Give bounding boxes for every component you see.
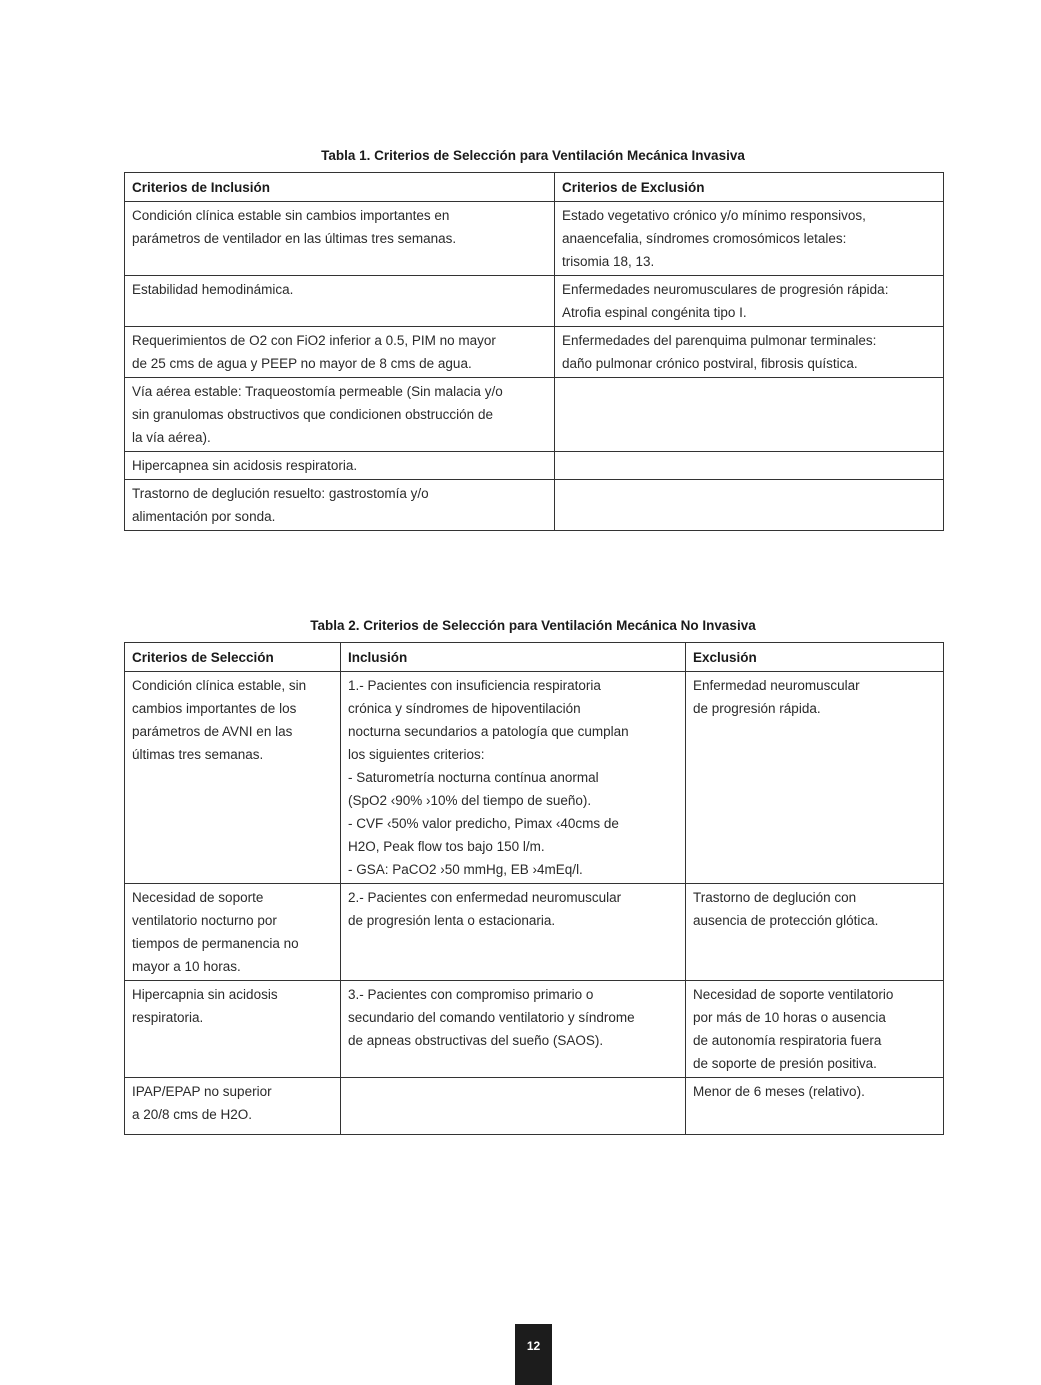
table-cell: Trastorno de deglución resuelto: gastrostomía y/o alimentación por sonda.: [125, 480, 555, 531]
table-1-caption: Tabla 1. Criterios de Selección para Ventilación Mecánica Invasiva: [321, 148, 745, 163]
table-cell-empty: [555, 480, 944, 531]
table-cell: Menor de 6 meses (relativo).: [686, 1078, 944, 1135]
table-cell: Necesidad de soporte ventilatorio nocturno por tiempos de permanencia no mayor a 10 horas.: [125, 884, 341, 981]
table-row: [125, 202, 944, 276]
table-cell: 3.- Pacientes con compromiso primario o secundario del comando ventilatorio y síndrome de apneas obstructivas del sueño (SAOS).: [341, 981, 686, 1078]
table-row: [125, 480, 944, 531]
table-cell: IPAP/EPAP no superior a 20/8 cms de H2O.: [125, 1078, 341, 1135]
table-cell-empty: [555, 452, 944, 480]
table-row: [125, 884, 944, 981]
table-cell: Hipercapnia sin acidosis respiratoria.: [125, 981, 341, 1078]
column-header-exclusion: Exclusión: [686, 643, 944, 672]
page-number: 12: [515, 1324, 552, 1385]
table-row: [125, 981, 944, 1078]
column-header-inclusion: Criterios de Inclusión: [125, 173, 555, 202]
table-row: [125, 1078, 944, 1135]
table-invasive-ventilation-criteria: [124, 172, 944, 531]
table-noninvasive-ventilation-criteria: [124, 642, 944, 1135]
table-cell: Condición clínica estable, sin cambios importantes de los parámetros de AVNI en las últimas tres semanas.: [125, 672, 341, 884]
column-header-exclusion: Criterios de Exclusión: [555, 173, 944, 202]
table-row: [125, 452, 944, 480]
table-cell: Enfermedades neuromusculares de progresión rápida: Atrofia espinal congénita tipo I.: [555, 276, 944, 327]
table-cell-empty: [555, 378, 944, 452]
table-cell: Estado vegetativo crónico y/o mínimo responsivos, anaencefalia, síndromes cromosómicos letales: trisomia 18, 13.: [555, 202, 944, 276]
table-row: [125, 378, 944, 452]
table-row: [125, 276, 944, 327]
table-header-row: [125, 173, 944, 202]
table-row: [125, 327, 944, 378]
table-cell: Hipercapnea sin acidosis respiratoria.: [125, 452, 555, 480]
table-cell: Requerimientos de O2 con FiO2 inferior a 0.5, PIM no mayor de 25 cms de agua y PEEP no mayor de 8 cms de agua.: [125, 327, 555, 378]
column-header-inclusion: Inclusión: [341, 643, 686, 672]
table-header-row: [125, 643, 944, 672]
table-cell: Enfermedad neuromuscular de progresión rápida.: [686, 672, 944, 884]
table-cell: Estabilidad hemodinámica.: [125, 276, 555, 327]
table-cell: Condición clínica estable sin cambios importantes en parámetros de ventilador en las últimas tres semanas.: [125, 202, 555, 276]
table-cell: Necesidad de soporte ventilatorio por más de 10 horas o ausencia de autonomía respiratoria fuera de soporte de presión positiva.: [686, 981, 944, 1078]
table-cell-empty: [341, 1078, 686, 1135]
table-row: [125, 672, 944, 884]
table-cell: 2.- Pacientes con enfermedad neuromuscular de progresión lenta o estacionaria.: [341, 884, 686, 981]
table-cell: 1.- Pacientes con insuficiencia respiratoria crónica y síndromes de hipoventilación nocturna secundarios a patología que cumplan los siguientes criterios: - Saturometría nocturna contínua anormal (SpO2 ‹90% ›10% del tiempo de sueño). - CVF ‹50% valor predicho, Pimax ‹40cms de H2O, Peak flow tos bajo 150 l/m. - GSA: PaCO2 ›50 mmHg, EB ›4mEq/l.: [341, 672, 686, 884]
table-2-caption: Tabla 2. Criterios de Selección para Ventilación Mecánica No Invasiva: [310, 618, 756, 633]
column-header-selection: Criterios de Selección: [125, 643, 341, 672]
table-cell: Trastorno de deglución con ausencia de protección glótica.: [686, 884, 944, 981]
table-cell: Enfermedades del parenquima pulmonar terminales: daño pulmonar crónico postviral, fibrosis quística.: [555, 327, 944, 378]
table-cell: Vía aérea estable: Traqueostomía permeable (Sin malacia y/o sin granulomas obstructivos que condicionen obstrucción de la vía aérea).: [125, 378, 555, 452]
